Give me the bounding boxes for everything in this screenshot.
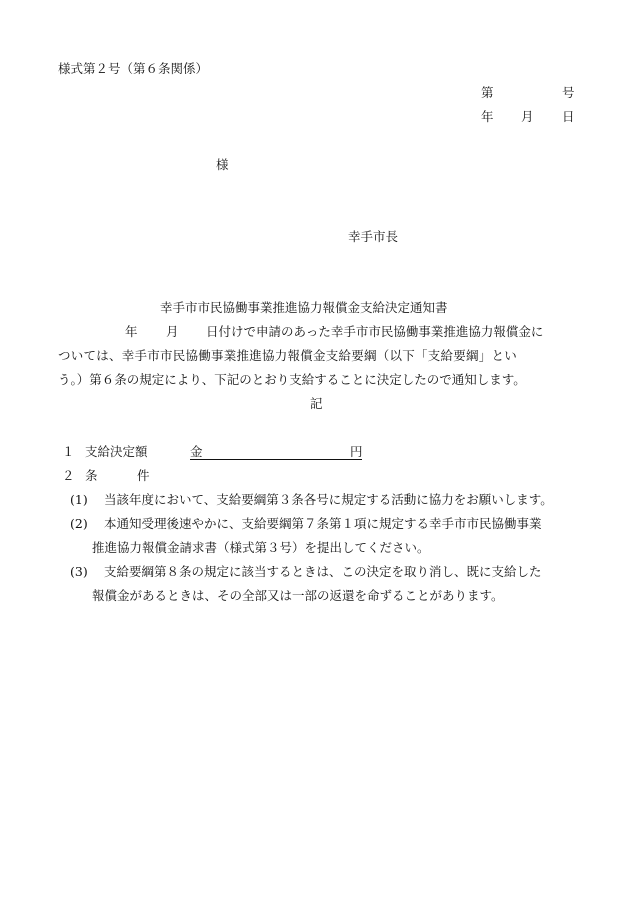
item1-kin: 金 xyxy=(190,444,203,459)
ki-marker: 記 xyxy=(310,396,323,411)
cond3-text-line1: 支給要綱第８条の規定に該当するときは、この決定を取り消し、既に支給した xyxy=(104,564,542,579)
body-year: 年 xyxy=(125,324,138,339)
body-line3: う。）第６条の規定により、下記のとおり支給することに決定したので通知します。 xyxy=(58,372,526,387)
amount-underline xyxy=(190,459,362,460)
date-day: 日 xyxy=(562,109,575,124)
body-line1-rest: 日付けで申請のあった幸手市市民協働事業推進協力報償金に xyxy=(206,324,544,339)
item1-label: 支給決定額 xyxy=(85,444,148,459)
item1-yen: 円 xyxy=(350,444,363,459)
document-title: 幸手市市民協働事業推進協力報償金支給決定通知書 xyxy=(160,300,448,315)
sender-name: 幸手市長 xyxy=(348,229,399,244)
cond2-text-line2: 推進協力報償金請求書（様式第３号）を提出してください。 xyxy=(92,540,430,555)
item2-label-ken: 件 xyxy=(137,468,150,483)
body-line2: ついては、幸手市市民協働事業推進協力報償金支給要綱（以下「支給要綱」とい xyxy=(58,348,518,363)
body-month: 月 xyxy=(166,324,179,339)
cond3-text-line2: 報償金があるときは、その全部又は一部の返還を命ずることがあります。 xyxy=(92,588,504,603)
cond1-text: 当該年度において、支給要綱第３条各号に規定する活動に協力をお願いします。 xyxy=(104,492,553,507)
number-go: 号 xyxy=(562,85,575,100)
addressee-honorific: 様 xyxy=(216,157,229,172)
date-month: 月 xyxy=(521,109,534,124)
cond1-number: (1) xyxy=(70,492,88,507)
number-dai: 第 xyxy=(481,85,494,100)
cond3-number: (3) xyxy=(70,564,88,579)
cond2-text-line1: 本通知受理後速やかに、支給要綱第７条第１項に規定する幸手市市民協働事業 xyxy=(104,516,542,531)
date-year: 年 xyxy=(481,109,494,124)
cond2-number: (2) xyxy=(70,516,88,531)
form-label: 様式第２号（第６条関係） xyxy=(58,61,209,76)
item2-label-jou: 条 xyxy=(85,468,98,483)
item1-number: １ xyxy=(62,444,75,459)
item2-number: ２ xyxy=(62,468,75,483)
